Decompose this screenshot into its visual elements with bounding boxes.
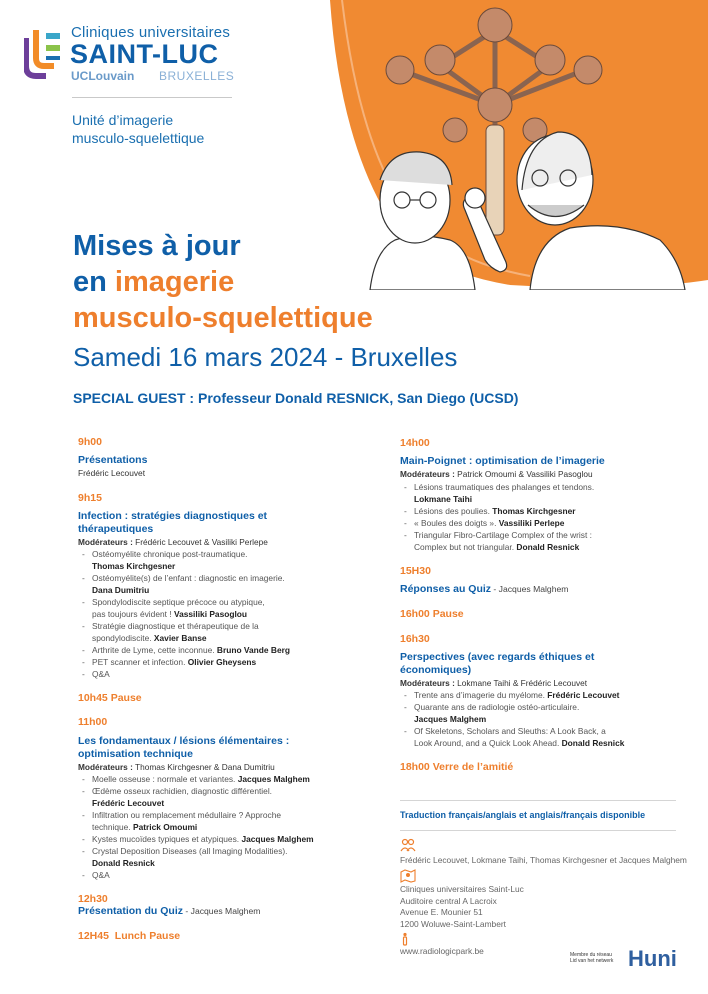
- session-title: Perspectives (avec regards éthiques et économiques): [400, 651, 595, 677]
- session-title: Main-Poignet : optimisation de l’imagerie: [400, 455, 605, 468]
- huni-wordmark: Huni: [628, 946, 677, 971]
- talk-list: [78, 548, 378, 680]
- talk-item: - « Boules des doigts ». Vassiliki Perlepe: [414, 517, 690, 529]
- talk-item: - Q&A: [92, 668, 378, 680]
- program-right-column: [400, 437, 690, 774]
- talk-item: - Quarante ans de radiologie ostéo-articulaire. Jacques Malghem: [414, 701, 690, 725]
- saint-luc-logo: [24, 24, 244, 104]
- session-time: 9h15: [78, 491, 102, 504]
- translation-note: Traduction français/anglais et anglais/français disponible: [400, 810, 646, 820]
- logo-divider: [72, 97, 232, 98]
- talk-item: - Lésions des poulies. Thomas Kirchgesner: [414, 505, 690, 517]
- logo-line1: Cliniques universitaires: [71, 24, 231, 41]
- logo-uclouvain: UCLouvain: [71, 69, 135, 83]
- moderators: Modérateurs : Patrick Omoumi & Vassiliki Pasoglou: [400, 469, 593, 480]
- talk-item: - Moelle osseuse : normale et variantes. Jacques Malghem: [92, 773, 378, 785]
- session-time: 14h00: [400, 437, 430, 449]
- hero-illustration: [300, 0, 708, 290]
- talk-item: - Lésions traumatiques des phalanges et tendons. Lokmane Taihi: [414, 481, 690, 505]
- session-time: 16h30: [400, 632, 430, 645]
- lunch-label: 12H45 Lunch Pause: [78, 930, 181, 943]
- organizers: Frédéric Lecouvet, Lokmane Taihi, Thomas Kirchgesner et Jacques Malghem: [400, 855, 687, 865]
- talk-item: - Q&A: [92, 869, 378, 881]
- venue-address: Cliniques universitaires Saint-Luc Auditoire central A Lacroix Avenue E. Mounier 51 1200 Woluwe-Saint-Lambert: [400, 884, 524, 929]
- verre-label: 18h00 Verre de l’amitié: [400, 761, 514, 774]
- talk-item: - Of Skeletons, Scholars and Sleuths: A Look Back, a Look Around, and a Quick Look Ahead. Donald Resnick: [414, 725, 690, 749]
- speaker: Frédéric Lecouvet: [78, 468, 146, 479]
- program-left-column: [78, 436, 378, 943]
- talk-list: [400, 689, 690, 749]
- talk-item: - Crystal Deposition Diseases (all Imaging Modalities). Donald Resnick: [92, 845, 378, 869]
- moderators: Modérateurs : Frédéric Lecouvet & Vasiliki Perlepe: [78, 536, 268, 547]
- session-time: 11h00: [78, 716, 108, 729]
- talk-item: - Œdème osseux rachidien, diagnostic différentiel. Frédéric Lecouvet: [92, 785, 378, 809]
- talk-item: - Triangular Fibro-Cartilage Complex of the wrist : Complex but not triangular. Donald Resnick: [414, 529, 690, 553]
- session-title: Infection : stratégies diagnostiques et thérapeutiques: [78, 509, 268, 535]
- session-time: 9h00: [78, 436, 102, 448]
- footer-divider: [400, 830, 676, 831]
- moderators: Modérateurs : Lokmane Taihi & Frédéric Lecouvet: [400, 678, 588, 689]
- session-title: Les fondamentaux / lésions élémentaires : optimisation technique: [78, 734, 290, 760]
- unit-name: Unité d’imagerie musculo-squelettique: [72, 112, 205, 146]
- talk-list: [400, 481, 690, 553]
- huni-logo: Membre du réseau Lid van het netwerk Huni: [570, 946, 677, 971]
- session-time: 15H30: [400, 564, 431, 577]
- talk-item: - Stratégie diagnostique et thérapeutique de la spondylodiscite. Xavier Banse: [92, 620, 378, 644]
- footer-divider: [400, 800, 676, 801]
- talk-item: - Infiltration ou remplacement médullaire ? Approche technique. Patrick Omoumi: [92, 809, 378, 833]
- talk-list: [78, 773, 378, 881]
- moderators: Modérateurs : Thomas Kirchgesner & Dana Dumitriu: [78, 761, 275, 772]
- talk-item: - Ostéomyélite(s) de l’enfant : diagnostic en imagerie. Dana Dumitriu: [92, 572, 378, 596]
- title-line3: musculo-squelettique: [73, 302, 373, 334]
- logo-city: BRUXELLES: [159, 69, 235, 83]
- session-title: Réponses au Quiz - Jacques Malghem: [400, 582, 569, 595]
- session-time: 12h30: [78, 893, 108, 906]
- talk-item: - Spondylodiscite septique précoce ou atypique, pas toujours évident ! Vassiliki Pasoglou: [92, 596, 378, 620]
- special-guest: SPECIAL GUEST : Professeur Donald RESNICK, San Diego (UCSD): [73, 390, 519, 406]
- pause-label: 10h45 Pause: [78, 692, 142, 705]
- session-title: Présentations: [78, 454, 148, 467]
- info-icon: [400, 932, 416, 946]
- people-icon: [400, 838, 416, 852]
- talk-item: - Kystes mucoïdes typiques et atypiques. Jacques Malghem: [92, 833, 378, 845]
- logo-name: SAINT-LUC: [70, 39, 219, 69]
- talk-item: - Trente ans d’imagerie du myélome. Frédéric Lecouvet: [414, 689, 690, 701]
- talk-item: - Ostéomyélite chronique post-traumatique. Thomas Kirchgesner: [92, 548, 378, 572]
- saint-luc-logo-mark: [24, 28, 62, 80]
- map-icon: [400, 869, 416, 883]
- title-line1: Mises à jour: [73, 230, 241, 262]
- talk-item: - Arthrite de Lyme, cette inconnue. Bruno Vande Berg: [92, 644, 378, 656]
- pause-label: 16h00 Pause: [400, 607, 464, 620]
- website-link[interactable]: www.radiologicpark.be: [400, 946, 484, 956]
- talk-item: - PET scanner et infection. Olivier Gheysens: [92, 656, 378, 668]
- session-title: Présentation du Quiz - Jacques Malghem: [78, 905, 261, 918]
- event-date: Samedi 16 mars 2024 - Bruxelles: [73, 342, 458, 372]
- title-line2: en imagerie: [73, 266, 235, 298]
